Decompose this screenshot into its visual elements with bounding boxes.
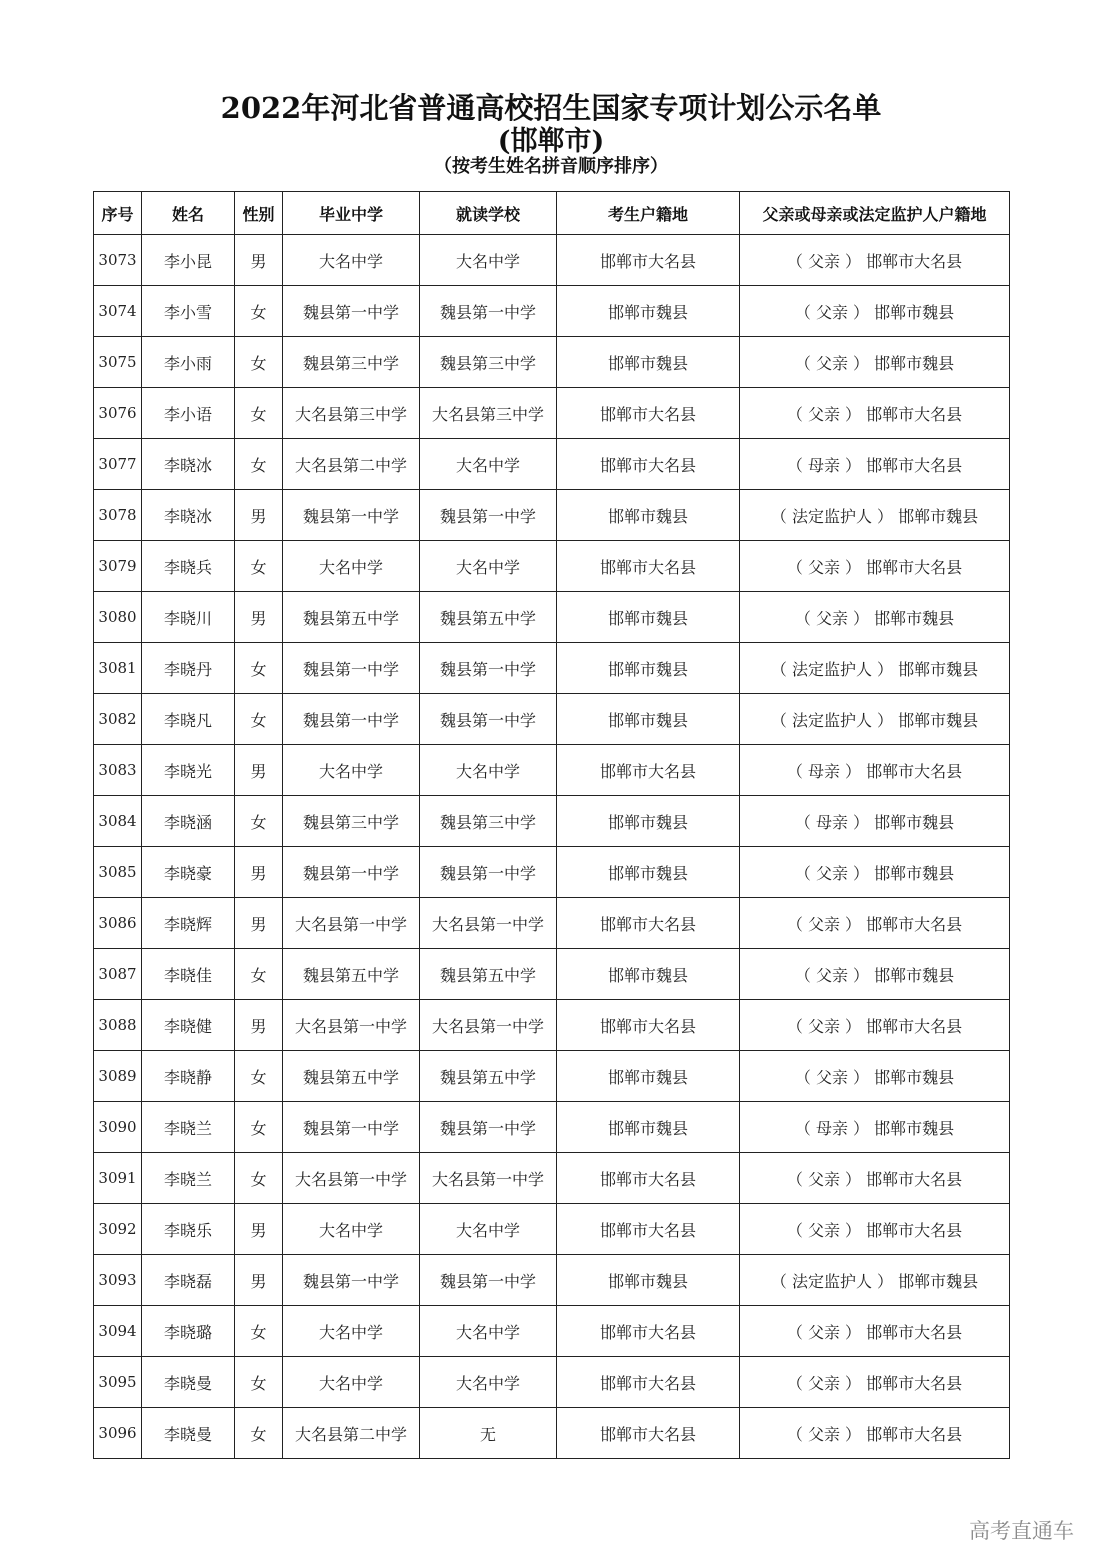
table-header-row: [94, 192, 1010, 235]
table-row: [94, 1204, 1010, 1255]
cell-serial: 3085: [94, 847, 142, 898]
cell-serial: 3075: [94, 337, 142, 388]
table-row: [94, 847, 1010, 898]
cell-gender: 女: [235, 1102, 283, 1153]
cell-current-school: 大名中学: [420, 1306, 557, 1357]
cell-guardian-residence: （ 父亲 ） 邯郸市大名县: [740, 1357, 1010, 1408]
cell-student-residence: 邯郸市魏县: [557, 592, 740, 643]
cell-current-school: 魏县第一中学: [420, 490, 557, 541]
cell-name: 李晓璐: [142, 1306, 235, 1357]
cell-student-residence: 邯郸市大名县: [557, 1000, 740, 1051]
cell-graduated-school: 魏县第五中学: [283, 592, 420, 643]
cell-gender: 男: [235, 1000, 283, 1051]
cell-graduated-school: 大名中学: [283, 1357, 420, 1408]
cell-student-residence: 邯郸市大名县: [557, 1357, 740, 1408]
cell-name: 李晓曼: [142, 1408, 235, 1459]
cell-current-school: 大名县第三中学: [420, 388, 557, 439]
cell-current-school: 无: [420, 1408, 557, 1459]
cell-gender: 女: [235, 1153, 283, 1204]
cell-student-residence: 邯郸市魏县: [557, 1102, 740, 1153]
cell-serial: 3079: [94, 541, 142, 592]
cell-name: 李晓静: [142, 1051, 235, 1102]
cell-gender: 女: [235, 439, 283, 490]
cell-gender: 男: [235, 1255, 283, 1306]
cell-name: 李晓佳: [142, 949, 235, 1000]
cell-current-school: 大名中学: [420, 541, 557, 592]
cell-serial: 3091: [94, 1153, 142, 1204]
cell-gender: 女: [235, 1408, 283, 1459]
cell-student-residence: 邯郸市大名县: [557, 1306, 740, 1357]
table-row: [94, 541, 1010, 592]
cell-guardian-residence: （ 父亲 ） 邯郸市大名县: [740, 388, 1010, 439]
header-student-residence: 考生户籍地: [557, 192, 740, 235]
cell-graduated-school: 大名县第一中学: [283, 898, 420, 949]
document-title: 2022年河北省普通高校招生国家专项计划公示名单: [220, 91, 882, 125]
cell-serial: 3092: [94, 1204, 142, 1255]
roster-table: [93, 191, 1010, 1459]
table-row: [94, 796, 1010, 847]
cell-name: 李小语: [142, 388, 235, 439]
cell-graduated-school: 魏县第一中学: [283, 1255, 420, 1306]
cell-graduated-school: 大名中学: [283, 541, 420, 592]
cell-name: 李晓川: [142, 592, 235, 643]
header-gender: 性别: [235, 192, 283, 235]
cell-serial: 3080: [94, 592, 142, 643]
document-subtitle: (邯郸市): [497, 126, 605, 157]
cell-guardian-residence: （ 父亲 ） 邯郸市大名县: [740, 235, 1010, 286]
cell-current-school: 大名县第一中学: [420, 898, 557, 949]
cell-name: 李小昆: [142, 235, 235, 286]
cell-serial: 3094: [94, 1306, 142, 1357]
cell-graduated-school: 大名中学: [283, 1204, 420, 1255]
table-row: [94, 1357, 1010, 1408]
cell-guardian-residence: （ 父亲 ） 邯郸市魏县: [740, 286, 1010, 337]
cell-guardian-residence: （ 母亲 ） 邯郸市大名县: [740, 745, 1010, 796]
cell-serial: 3082: [94, 694, 142, 745]
cell-student-residence: 邯郸市大名县: [557, 388, 740, 439]
cell-name: 李晓辉: [142, 898, 235, 949]
table-row: [94, 490, 1010, 541]
table-row: [94, 1000, 1010, 1051]
cell-student-residence: 邯郸市魏县: [557, 490, 740, 541]
cell-serial: 3095: [94, 1357, 142, 1408]
cell-current-school: 魏县第五中学: [420, 1051, 557, 1102]
cell-serial: 3086: [94, 898, 142, 949]
cell-serial: 3074: [94, 286, 142, 337]
table-row: [94, 1306, 1010, 1357]
cell-gender: 女: [235, 694, 283, 745]
cell-gender: 男: [235, 745, 283, 796]
cell-guardian-residence: （ 父亲 ） 邯郸市大名县: [740, 1306, 1010, 1357]
table-row: [94, 745, 1010, 796]
cell-gender: 女: [235, 337, 283, 388]
cell-name: 李晓光: [142, 745, 235, 796]
cell-current-school: 大名中学: [420, 745, 557, 796]
cell-student-residence: 邯郸市大名县: [557, 235, 740, 286]
cell-student-residence: 邯郸市大名县: [557, 439, 740, 490]
cell-serial: 3096: [94, 1408, 142, 1459]
cell-gender: 男: [235, 490, 283, 541]
cell-current-school: 魏县第五中学: [420, 949, 557, 1000]
table-row: [94, 286, 1010, 337]
header-name: 姓名: [142, 192, 235, 235]
cell-guardian-residence: （ 法定监护人 ） 邯郸市魏县: [740, 1255, 1010, 1306]
cell-gender: 女: [235, 1357, 283, 1408]
cell-guardian-residence: （ 父亲 ） 邯郸市大名县: [740, 541, 1010, 592]
table-row: [94, 949, 1010, 1000]
cell-graduated-school: 魏县第五中学: [283, 1051, 420, 1102]
cell-guardian-residence: （ 法定监护人 ） 邯郸市魏县: [740, 490, 1010, 541]
cell-name: 李晓冰: [142, 490, 235, 541]
cell-graduated-school: 魏县第一中学: [283, 1102, 420, 1153]
cell-student-residence: 邯郸市魏县: [557, 337, 740, 388]
table-row: [94, 643, 1010, 694]
cell-serial: 3093: [94, 1255, 142, 1306]
cell-serial: 3076: [94, 388, 142, 439]
cell-graduated-school: 魏县第一中学: [283, 694, 420, 745]
cell-gender: 女: [235, 796, 283, 847]
cell-student-residence: 邯郸市魏县: [557, 796, 740, 847]
table-row: [94, 592, 1010, 643]
cell-gender: 女: [235, 1051, 283, 1102]
cell-student-residence: 邯郸市大名县: [557, 898, 740, 949]
cell-guardian-residence: （ 父亲 ） 邯郸市大名县: [740, 1000, 1010, 1051]
cell-gender: 女: [235, 643, 283, 694]
cell-student-residence: 邯郸市大名县: [557, 1204, 740, 1255]
cell-graduated-school: 魏县第五中学: [283, 949, 420, 1000]
cell-graduated-school: 大名县第二中学: [283, 439, 420, 490]
cell-guardian-residence: （ 法定监护人 ） 邯郸市魏县: [740, 694, 1010, 745]
table-row: [94, 337, 1010, 388]
header-current-school: 就读学校: [420, 192, 557, 235]
cell-serial: 3078: [94, 490, 142, 541]
cell-serial: 3090: [94, 1102, 142, 1153]
cell-current-school: 大名县第一中学: [420, 1153, 557, 1204]
cell-gender: 女: [235, 286, 283, 337]
cell-student-residence: 邯郸市大名县: [557, 541, 740, 592]
cell-serial: 3077: [94, 439, 142, 490]
cell-gender: 女: [235, 541, 283, 592]
cell-gender: 女: [235, 1306, 283, 1357]
cell-current-school: 魏县第一中学: [420, 1255, 557, 1306]
cell-name: 李晓涵: [142, 796, 235, 847]
cell-guardian-residence: （ 父亲 ） 邯郸市魏县: [740, 949, 1010, 1000]
cell-student-residence: 邯郸市魏县: [557, 1051, 740, 1102]
cell-student-residence: 邯郸市大名县: [557, 1153, 740, 1204]
cell-current-school: 魏县第一中学: [420, 643, 557, 694]
cell-graduated-school: 大名县第三中学: [283, 388, 420, 439]
table-row: [94, 1102, 1010, 1153]
cell-graduated-school: 大名中学: [283, 235, 420, 286]
cell-current-school: 魏县第一中学: [420, 847, 557, 898]
cell-gender: 男: [235, 898, 283, 949]
cell-graduated-school: 大名中学: [283, 745, 420, 796]
cell-graduated-school: 大名中学: [283, 1306, 420, 1357]
cell-graduated-school: 魏县第一中学: [283, 643, 420, 694]
cell-guardian-residence: （ 父亲 ） 邯郸市魏县: [740, 337, 1010, 388]
cell-name: 李晓豪: [142, 847, 235, 898]
cell-gender: 女: [235, 949, 283, 1000]
cell-name: 李晓丹: [142, 643, 235, 694]
cell-name: 李晓磊: [142, 1255, 235, 1306]
table-row: [94, 1255, 1010, 1306]
cell-gender: 男: [235, 1204, 283, 1255]
sort-note: （按考生姓名拼音顺序排序）: [434, 156, 668, 177]
cell-serial: 3073: [94, 235, 142, 286]
cell-guardian-residence: （ 父亲 ） 邯郸市大名县: [740, 1204, 1010, 1255]
cell-graduated-school: 魏县第一中学: [283, 847, 420, 898]
table-row: [94, 1408, 1010, 1459]
cell-gender: 男: [235, 847, 283, 898]
cell-name: 李晓兰: [142, 1153, 235, 1204]
cell-guardian-residence: （ 父亲 ） 邯郸市大名县: [740, 898, 1010, 949]
cell-gender: 女: [235, 388, 283, 439]
cell-serial: 3081: [94, 643, 142, 694]
cell-guardian-residence: （ 母亲 ） 邯郸市魏县: [740, 1102, 1010, 1153]
cell-name: 李晓冰: [142, 439, 235, 490]
table-row: [94, 898, 1010, 949]
cell-guardian-residence: （ 父亲 ） 邯郸市大名县: [740, 1408, 1010, 1459]
cell-current-school: 大名中学: [420, 439, 557, 490]
cell-name: 李晓乐: [142, 1204, 235, 1255]
cell-serial: 3088: [94, 1000, 142, 1051]
cell-current-school: 大名中学: [420, 1204, 557, 1255]
table-row: [94, 388, 1010, 439]
cell-current-school: 魏县第三中学: [420, 337, 557, 388]
cell-name: 李晓健: [142, 1000, 235, 1051]
table-row: [94, 1153, 1010, 1204]
cell-graduated-school: 魏县第一中学: [283, 286, 420, 337]
cell-current-school: 魏县第三中学: [420, 796, 557, 847]
cell-gender: 男: [235, 592, 283, 643]
table-row: [94, 235, 1010, 286]
cell-current-school: 大名中学: [420, 1357, 557, 1408]
cell-name: 李晓凡: [142, 694, 235, 745]
cell-student-residence: 邯郸市魏县: [557, 694, 740, 745]
cell-guardian-residence: （ 法定监护人 ） 邯郸市魏县: [740, 643, 1010, 694]
cell-graduated-school: 魏县第三中学: [283, 796, 420, 847]
table-body: [94, 235, 1010, 1459]
cell-current-school: 大名县第一中学: [420, 1000, 557, 1051]
header-serial: 序号: [94, 192, 142, 235]
cell-guardian-residence: （ 父亲 ） 邯郸市魏县: [740, 847, 1010, 898]
cell-student-residence: 邯郸市魏县: [557, 949, 740, 1000]
header-graduated-school: 毕业中学: [283, 192, 420, 235]
watermark-text: 高考直通车: [969, 1519, 1074, 1543]
cell-serial: 3084: [94, 796, 142, 847]
cell-serial: 3087: [94, 949, 142, 1000]
cell-student-residence: 邯郸市魏县: [557, 643, 740, 694]
cell-gender: 男: [235, 235, 283, 286]
cell-name: 李晓兰: [142, 1102, 235, 1153]
cell-graduated-school: 魏县第三中学: [283, 337, 420, 388]
cell-student-residence: 邯郸市魏县: [557, 286, 740, 337]
cell-guardian-residence: （ 母亲 ） 邯郸市大名县: [740, 439, 1010, 490]
cell-current-school: 魏县第一中学: [420, 1102, 557, 1153]
cell-current-school: 魏县第一中学: [420, 286, 557, 337]
cell-student-residence: 邯郸市魏县: [557, 1255, 740, 1306]
cell-guardian-residence: （ 母亲 ） 邯郸市魏县: [740, 796, 1010, 847]
cell-current-school: 魏县第一中学: [420, 694, 557, 745]
cell-current-school: 魏县第五中学: [420, 592, 557, 643]
cell-guardian-residence: （ 父亲 ） 邯郸市大名县: [740, 1153, 1010, 1204]
table-row: [94, 1051, 1010, 1102]
table-row: [94, 694, 1010, 745]
cell-serial: 3083: [94, 745, 142, 796]
cell-graduated-school: 大名县第一中学: [283, 1153, 420, 1204]
cell-student-residence: 邯郸市大名县: [557, 745, 740, 796]
cell-graduated-school: 大名县第一中学: [283, 1000, 420, 1051]
cell-graduated-school: 魏县第一中学: [283, 490, 420, 541]
cell-name: 李小雪: [142, 286, 235, 337]
cell-name: 李晓兵: [142, 541, 235, 592]
cell-student-residence: 邯郸市魏县: [557, 847, 740, 898]
cell-name: 李晓曼: [142, 1357, 235, 1408]
cell-name: 李小雨: [142, 337, 235, 388]
cell-guardian-residence: （ 父亲 ） 邯郸市魏县: [740, 592, 1010, 643]
table-row: [94, 439, 1010, 490]
cell-current-school: 大名中学: [420, 235, 557, 286]
cell-graduated-school: 大名县第二中学: [283, 1408, 420, 1459]
cell-guardian-residence: （ 父亲 ） 邯郸市魏县: [740, 1051, 1010, 1102]
cell-student-residence: 邯郸市大名县: [557, 1408, 740, 1459]
cell-serial: 3089: [94, 1051, 142, 1102]
header-guardian-residence: 父亲或母亲或法定监护人户籍地: [740, 192, 1010, 235]
